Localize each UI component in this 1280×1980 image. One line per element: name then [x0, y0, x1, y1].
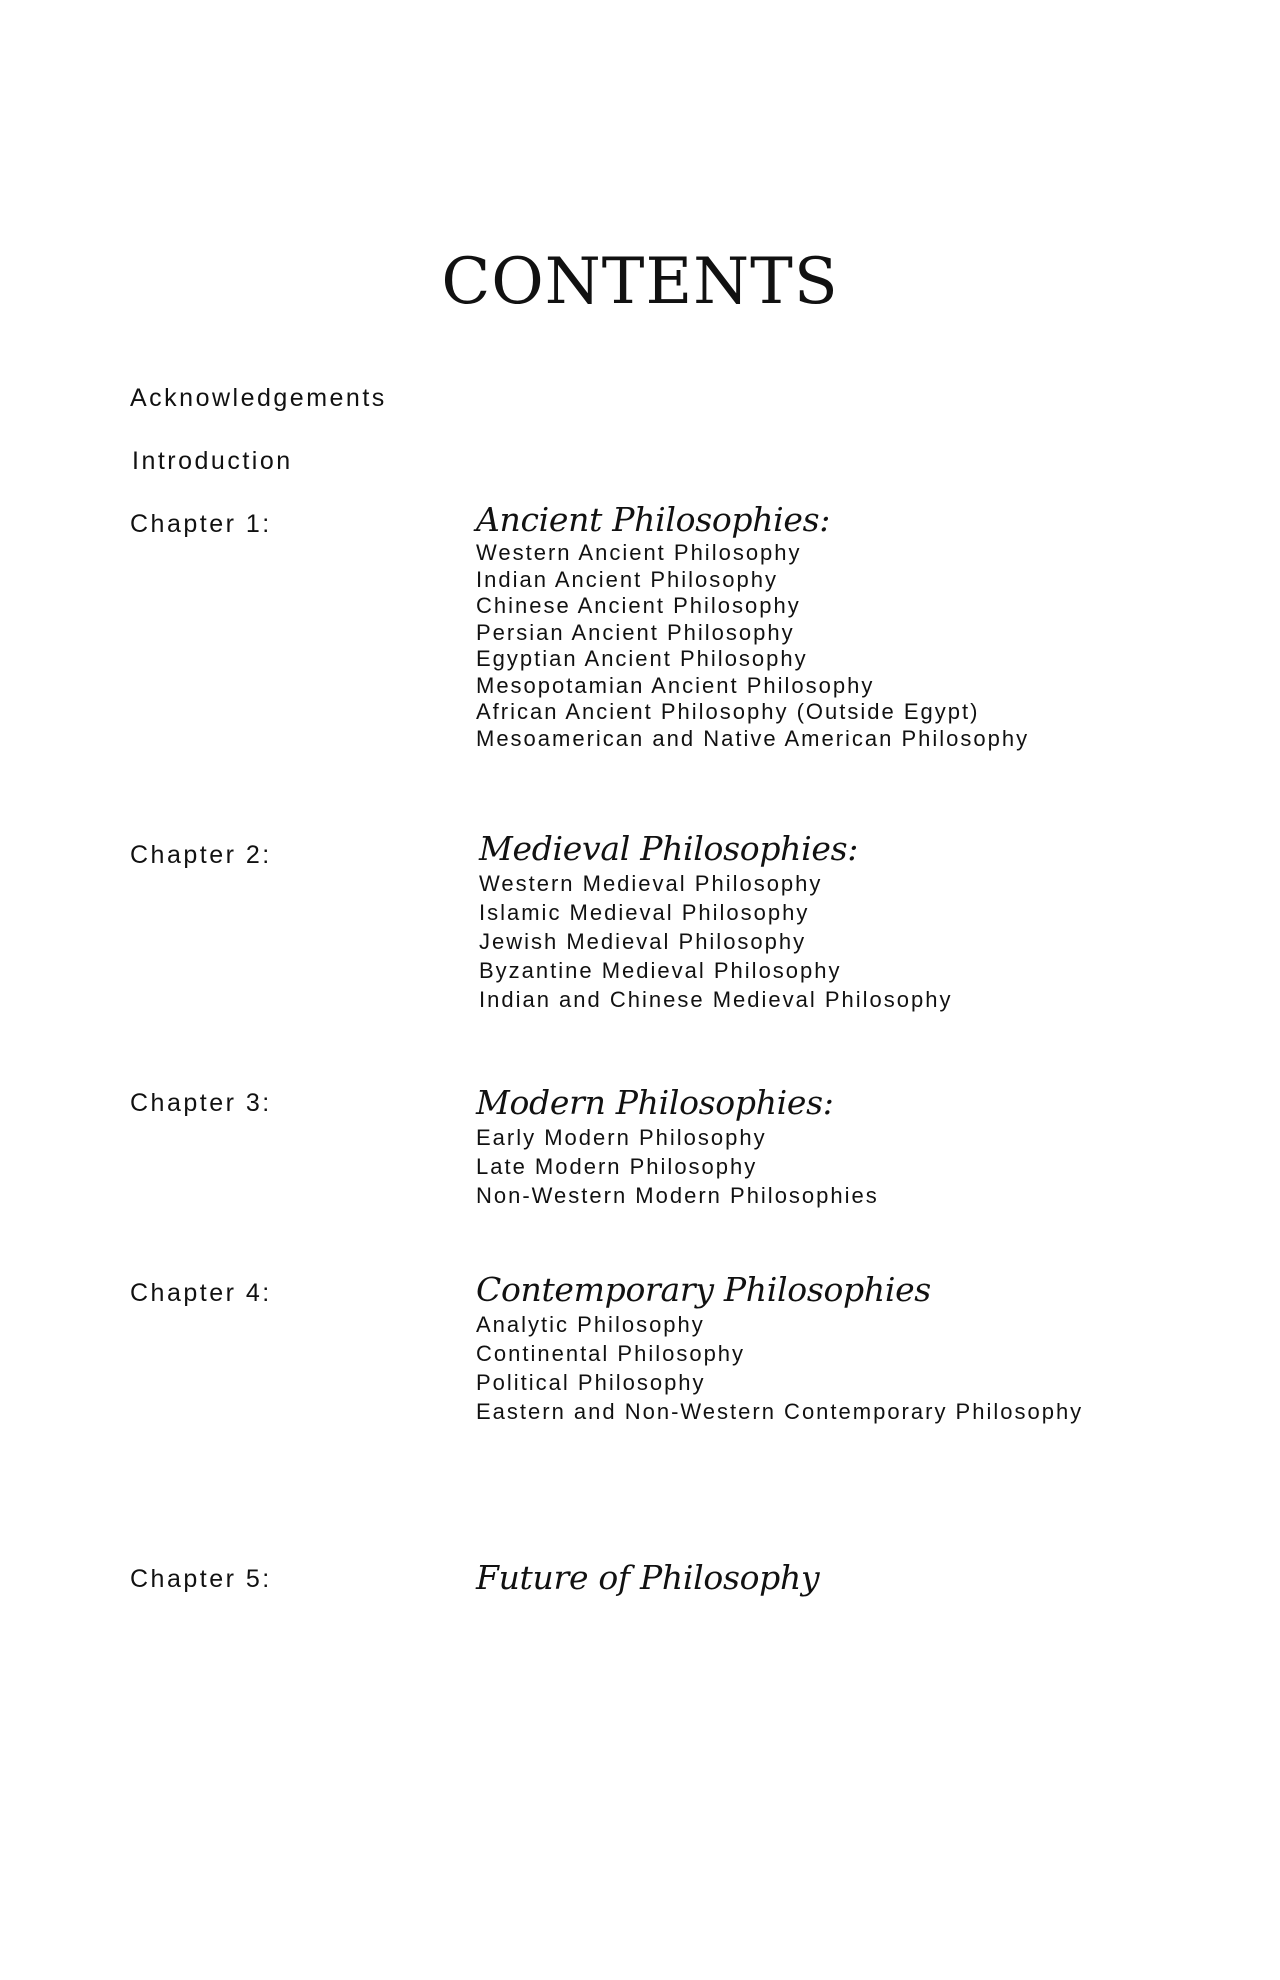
- chapter-2-sections: [479, 869, 1239, 1014]
- section-item[interactable]: Political Philosophy: [476, 1370, 706, 1395]
- section-item[interactable]: Late Modern Philosophy: [476, 1154, 758, 1179]
- section-item[interactable]: Non-Western Modern Philosophies: [476, 1183, 879, 1208]
- section-item[interactable]: Eastern and Non-Western Contemporary Philosophy: [476, 1399, 1084, 1424]
- section-item[interactable]: Western Ancient Philosophy: [476, 540, 802, 565]
- section-item[interactable]: Indian and Chinese Medieval Philosophy: [479, 987, 953, 1012]
- toc-acknowledgements[interactable]: Acknowledgements: [130, 384, 387, 412]
- chapter-1-label: Chapter 1:: [130, 510, 272, 538]
- section-item[interactable]: Mesopotamian Ancient Philosophy: [476, 672, 875, 698]
- page-title: CONTENTS: [441, 245, 839, 319]
- chapter-4-entry: [476, 1270, 1236, 1426]
- section-item[interactable]: Chinese Ancient Philosophy: [476, 593, 801, 618]
- chapter-2-label: Chapter 2:: [130, 841, 272, 869]
- chapter-3-entry: [476, 1083, 1236, 1210]
- chapter-1-sections: [476, 540, 1236, 752]
- chapter-5-heading[interactable]: Future of Philosophy: [476, 1558, 820, 1597]
- section-item[interactable]: Persian Ancient Philosophy: [476, 619, 795, 645]
- section-item[interactable]: Indian Ancient Philosophy: [476, 566, 778, 592]
- chapter-3-label: Chapter 3:: [130, 1089, 272, 1117]
- chapter-2-entry: [479, 829, 1239, 1014]
- toc-introduction[interactable]: Introduction: [132, 447, 293, 475]
- chapter-3-sections: [476, 1123, 1236, 1210]
- chapter-4-label: Chapter 4:: [130, 1279, 272, 1307]
- chapter-2-heading[interactable]: Medieval Philosophies:: [479, 829, 859, 868]
- section-item[interactable]: Byzantine Medieval Philosophy: [479, 958, 842, 983]
- chapter-5-entry: [476, 1558, 1236, 1598]
- chapter-1-heading[interactable]: Ancient Philosophies:: [476, 500, 831, 539]
- section-item[interactable]: Egyptian Ancient Philosophy: [476, 646, 808, 671]
- chapter-5-label: Chapter 5:: [130, 1565, 272, 1593]
- chapter-1-entry: [476, 500, 1236, 752]
- chapter-4-sections: [476, 1310, 1236, 1426]
- section-item[interactable]: Jewish Medieval Philosophy: [479, 929, 807, 954]
- section-item[interactable]: Western Medieval Philosophy: [479, 871, 823, 896]
- section-item[interactable]: Islamic Medieval Philosophy: [479, 900, 810, 925]
- section-item[interactable]: African Ancient Philosophy (Outside Egypt): [476, 699, 980, 724]
- section-item[interactable]: Analytic Philosophy: [476, 1312, 705, 1337]
- chapter-4-heading[interactable]: Contemporary Philosophies: [476, 1270, 931, 1309]
- section-item[interactable]: Mesoamerican and Native American Philosophy: [476, 725, 1030, 751]
- chapter-3-heading[interactable]: Modern Philosophies:: [476, 1083, 834, 1122]
- section-item[interactable]: Early Modern Philosophy: [476, 1125, 767, 1150]
- section-item[interactable]: Continental Philosophy: [476, 1341, 746, 1366]
